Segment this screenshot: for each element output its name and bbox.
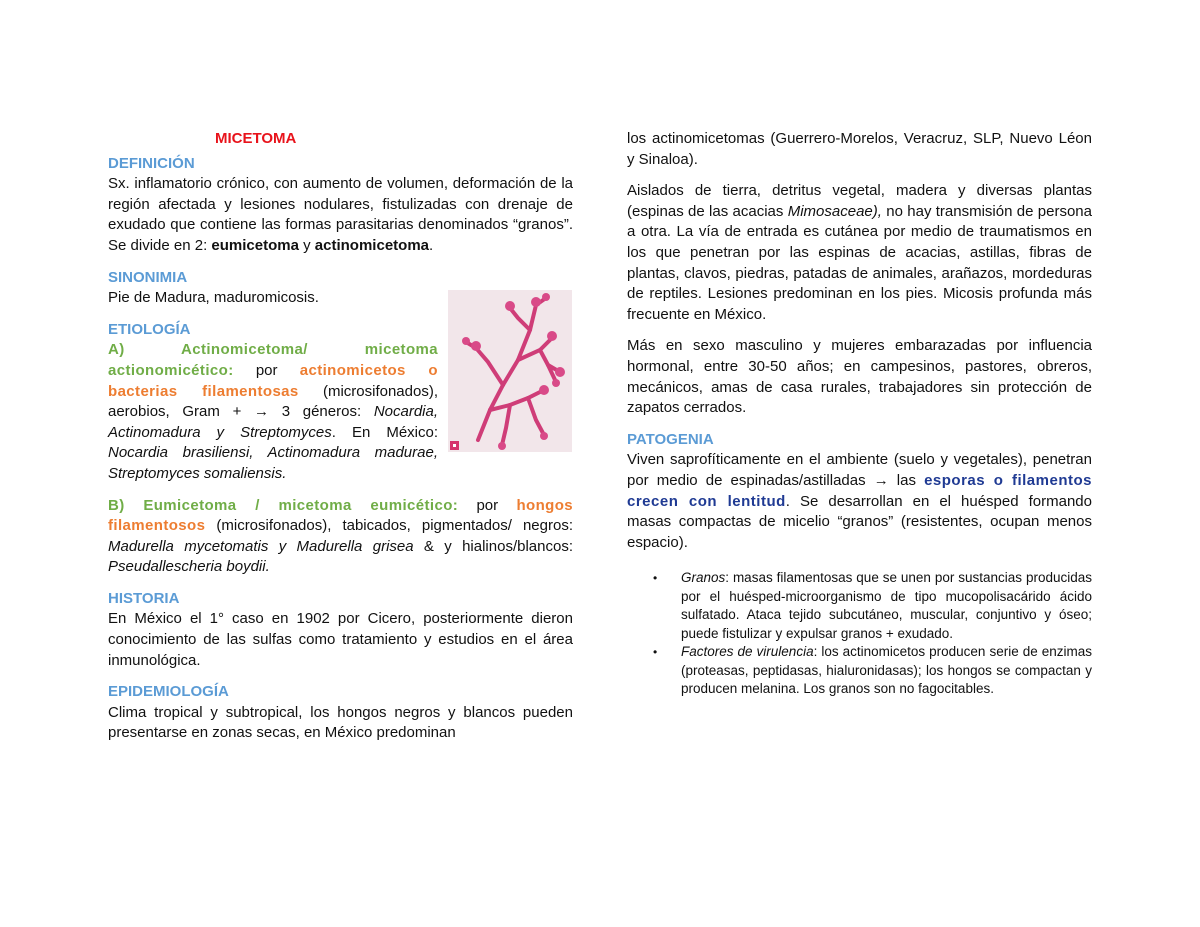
- document-title: MICETOMA: [215, 130, 297, 147]
- term-eumicetoma: eumicetoma: [211, 236, 299, 254]
- patogenia-bullet-list: [627, 569, 1092, 699]
- epidemiologia-continued: los actinomicetomas (Guerrero-Morelos, Veracruz, SLP, Nuevo Léon y Sinaloa).: [627, 130, 1092, 168]
- etiologia-a-text: A) Actinomicetoma/ micetoma actionomicético: por actinomicetos o bacterias filamentosas (microsifonados), aerobios, Gram + → 3 géneros: Nocardia, Actinomadura y Streptomyces. En México: Nocardia brasiliensi, Actinomadura madurae, Streptomyces somaliensis.: [108, 341, 439, 482]
- heading-definicion: DEFINICIÓN: [108, 154, 195, 172]
- list-item: • Factores de virulencia: los actinomicetos producen serie de enzimas (proteasas, peptidasas, hialuronidasas); los hongos se compactan y producen melanina. Los granos son no fagocitables.: [653, 644, 1093, 697]
- bacterias-label: actinomicetos o bacterias filamentosas: [108, 361, 438, 400]
- factores-riesgo-paragraph: Más en sexo masculino y mujeres embarazadas por influencia hormonal, entre 30-50 años; en campesinos, pastores, obreros, mecánicos, amas de casa rurales, trabajadores sin protección de zapatos cerrados.: [627, 337, 1092, 417]
- arrow-icon: →: [873, 471, 889, 489]
- micrograph-image: [448, 290, 572, 452]
- transmision-paragraph: Aislados de tierra, detritus vegetal, madera y diversas plantas (espinas de las acacias Mimosaceae), no hay transmisión de persona a otra. La vía de entrada es cutánea por medio de traumatismos en los que penetran por las espinas de acacias, astillas, fibras de plantas, clavos, piedras, patadas de animales, arañazos, mordeduras de reptiles. Lesiones predominan en los pies. Micosis profunda más frecuente en México.: [627, 182, 1092, 323]
- epidemiologia-text: Clima tropical y subtropical, los hongos negros y blancos pueden presentarse en zonas secas, en México predominan: [108, 703, 573, 742]
- patogenia-text: Viven saprofíticamente en el ambiente (suelo y vegetales), penetran por medio de espinadas/astilladas → las esporas o filamentos crecen con lentitud. Se desarrollan en el huésped formando masas compactas de micelio “granos” (resistentes, ocupan menos espacio).: [627, 451, 1092, 551]
- arrow-icon: →: [254, 403, 270, 421]
- list-item: • Granos: masas filamentosas que se unen por sustancias producidas por el huésped-microorganismo de tipo mucopolisacárido ácido sulfatado. Ataca tejido subcutáneo, muscular, conjuntivo y óseo; puede fistulizar y expulsar granos + exudado.: [653, 570, 1092, 641]
- definicion-text: Sx. inflamatorio crónico, con aumento de volumen, deformación de la región afectada y lesiones nodulares, fistulizadas con drenaje de exudado que contiene las formas parasitarias denominados “granos”. Se divide en 2: eumicetoma y actinomicetoma.: [108, 175, 573, 254]
- heading-etiologia: ETIOLOGÍA: [108, 320, 191, 338]
- bullet-icon: •: [653, 645, 658, 660]
- hongos-label: hongos filamentosos: [108, 496, 573, 535]
- patogenia-highlight: esporas o filamentos crecen con lentitud: [627, 471, 1092, 510]
- left-column: [108, 129, 573, 744]
- actinomicetoma-label: A) Actinomicetoma/ micetoma actionomicético:: [108, 341, 438, 379]
- actinomycete-filaments-illustration: [448, 290, 572, 452]
- right-column: [627, 129, 1092, 699]
- heading-sinonimia: SINONIMIA: [108, 268, 188, 286]
- bullet-icon: •: [653, 571, 658, 586]
- eumicetoma-label: B) Eumicetoma / micetoma eumicético:: [108, 496, 459, 514]
- term-actinomicetoma: actinomicetoma: [314, 236, 429, 254]
- heading-historia: HISTORIA: [108, 589, 180, 607]
- heading-patogenia: PATOGENIA: [627, 430, 714, 448]
- historia-text: En México el 1° caso en 1902 por Cicero, posteriormente dieron conocimiento de las sulfas como tratamiento y estudios en el área inmunológica.: [108, 610, 573, 669]
- sinonimia-text: Pie de Madura, maduromicosis.: [108, 289, 319, 307]
- etiologia-b-text: B) Eumicetoma / micetoma eumicético: por hongos filamentosos (microsifonados), tabicados, pigmentados/ negros: Madurella mycetomatis y Madurella grisea & y hialinos/blancos: Pseudallescheria boydii.: [108, 496, 573, 576]
- heading-epidemiologia: EPIDEMIOLOGÍA: [108, 683, 229, 701]
